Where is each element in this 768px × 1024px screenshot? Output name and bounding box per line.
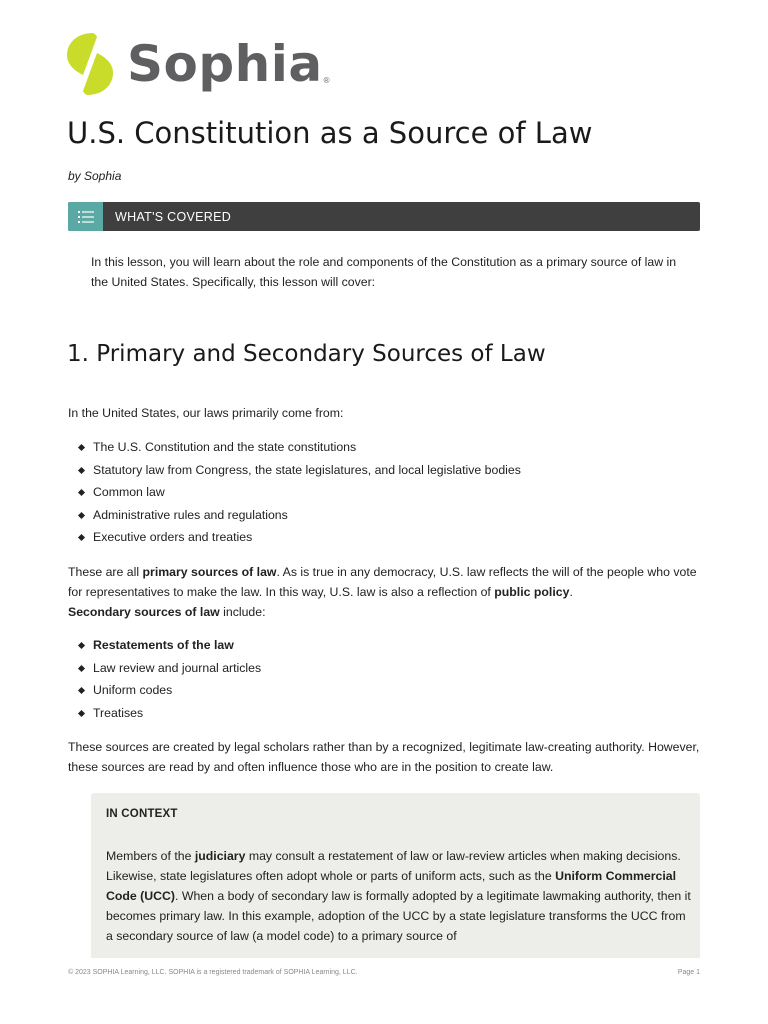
whats-covered-text: In this lesson, you will learn about the role and components of the Constitution as a primary source of law in the United States. Specifically, this lesson will cover: <box>91 255 677 289</box>
list-item: Administrative rules and regulations <box>78 505 521 528</box>
term-judiciary: judiciary <box>194 849 246 863</box>
secondary-sources-list <box>78 635 261 725</box>
page-title: U.S. Constitution as a Source of Law <box>67 116 593 150</box>
footer-copyright: © 2023 SOPHIA Learning, LLC. SOPHIA is a registered trademark of SOPHIA Learning, LLC. <box>68 969 358 976</box>
list-item: Restatements of the law <box>78 635 261 658</box>
byline: by Sophia <box>68 169 122 183</box>
sophia-logo <box>67 33 330 95</box>
whats-covered-label: WHAT'S COVERED <box>115 209 232 224</box>
term-primary-sources: primary sources of law <box>142 565 277 579</box>
term-ucc: Uniform Commercial Code (UCC) <box>106 869 677 903</box>
primary-sources-list <box>78 437 521 550</box>
in-context-text: Members of the judiciary may consult a restatement of law or law-review articles when making decisions. Likewise, state legislatures often adopt whole or parts of uniform acts, such as the Uniform Commercial Code (UCC). When a body of secondary law is formally adopted by a legitimate lawmaking authority, then it becomes primary law. In this example, adoption of the UCC by a state legislature transforms the UCC from a secondary source of law (a model code) to a primary source of <box>106 849 691 943</box>
term-public-policy: public policy <box>494 585 570 599</box>
list-item: Statutory law from Congress, the state legislatures, and local legislative bodies <box>78 460 521 483</box>
secondary-sources-paragraph: These sources are created by legal scholars rather than by a recognized, legitimate law-creating authority. However, these sources are read by and often influence those who are in the position to create law. <box>68 740 700 774</box>
list-item: Treatises <box>78 703 261 726</box>
list-item: The U.S. Constitution and the state constitutions <box>78 437 521 460</box>
in-context-heading: IN CONTEXT <box>106 808 178 820</box>
list-item: Common law <box>78 482 521 505</box>
section-lead: In the United States, our laws primarily come from: <box>68 406 344 420</box>
term-secondary-sources: Secondary sources of law <box>68 605 220 619</box>
primary-sources-paragraph: These are all primary sources of law. As is true in any democracy, U.S. law reflects the will of the people who vote for representatives to make the law. In this way, U.S. law is also a reflection of public policy. Secondary sources of law include: <box>68 565 697 619</box>
in-context-box <box>91 793 700 958</box>
list-item: Law review and journal articles <box>78 658 261 681</box>
page-number: Page 1 <box>677 969 700 976</box>
whats-covered-bar <box>68 202 700 231</box>
section-heading: 1. Primary and Secondary Sources of Law <box>67 341 546 367</box>
list-icon <box>68 202 103 231</box>
registered-mark: ® <box>323 76 330 85</box>
list-item: Uniform codes <box>78 680 261 703</box>
list-item: Executive orders and treaties <box>78 527 521 550</box>
sophia-logo-mark-icon <box>67 33 113 95</box>
sophia-logo-text: Sophia <box>127 35 323 93</box>
